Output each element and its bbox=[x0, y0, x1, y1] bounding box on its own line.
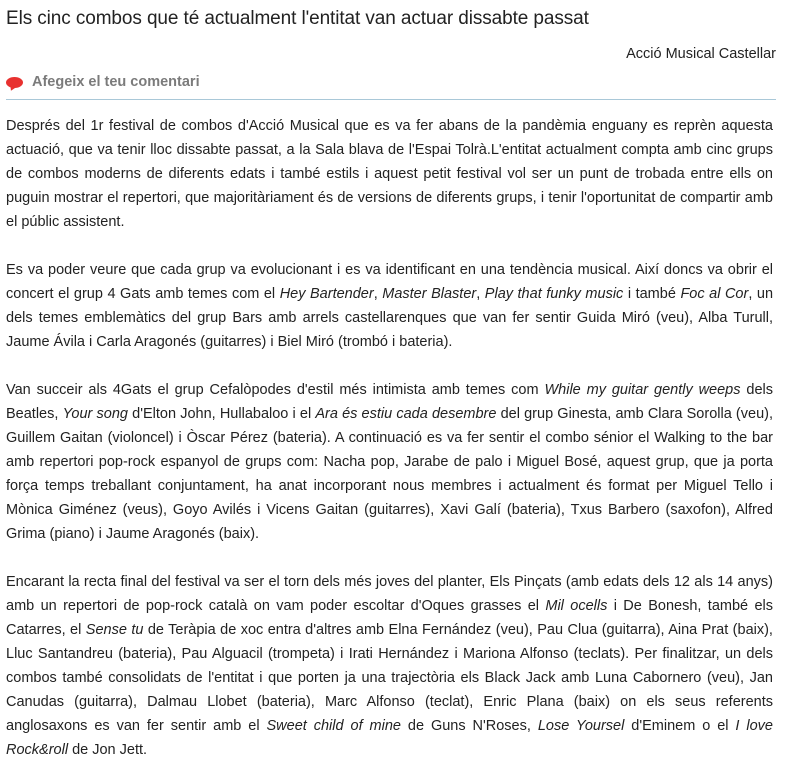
paragraph-text: de Jon Jett. bbox=[68, 742, 148, 758]
paragraph-text: Després del 1r festival de combos d'Acció Musical que es va fer abans de la pandèmia enguany es reprèn aquesta actuació, que va tenir lloc dissabte passat, a la Sala blava de l'Espai Tolrà.L'entitat actualment compta amb cinc grups de combos moderns de diferents edats i també estils i aquest petit festival vol ser un punt de trobada entre ells on puguin mostrar el repertori, que majoritàriament és de versions de diferents grups, i tenir l'oportunitat de compartir amb el públic assistent. bbox=[6, 118, 773, 230]
article-paragraph bbox=[6, 114, 773, 234]
song-title: Foc al Cor bbox=[680, 286, 749, 302]
song-title: Ara és estiu cada desembre bbox=[315, 406, 497, 422]
paragraph-text: Encarant la recta final del festival va ser el torn dels més joves del planter, Els Pinçats (amb edats dels 12 als 14 anys) amb un repertori de pop-rock català on vam poder escoltar d'Oques grasses el bbox=[6, 574, 773, 614]
divider bbox=[6, 99, 776, 100]
article-paragraph bbox=[6, 570, 773, 762]
article-paragraph bbox=[6, 378, 773, 546]
paragraph-text: , un dels temes emblemàtics del grup Bars amb arrels castellarenques que van fer sentir Guida Miró (veu), Alba Turull, Jaume Ávila i Carla Aragonés (guitarres) i Biel Miró (trombó i bateria). bbox=[6, 286, 774, 350]
paragraph-text: dels Beatles, bbox=[6, 382, 773, 422]
song-title: Lose Yoursel bbox=[537, 718, 625, 734]
paragraph-text: i també bbox=[623, 286, 681, 302]
song-title: Master Blaster bbox=[382, 286, 477, 302]
paragraph-text: de Guns N'Roses, bbox=[400, 718, 538, 734]
song-title: While my guitar gently weeps bbox=[544, 382, 741, 398]
comment-row bbox=[6, 73, 787, 91]
paragraph-text: i De Bonesh, també els Catarres, el bbox=[6, 598, 773, 638]
song-title: Your song bbox=[62, 406, 128, 422]
article-author: Acció Musical Castellar bbox=[626, 46, 776, 62]
speech-bubble-icon[interactable] bbox=[6, 77, 23, 88]
paragraph-text: Van succeir als 4Gats el grup Cefalòpodes d'estil més intimista amb temes com bbox=[6, 382, 545, 398]
song-title: Mil ocells bbox=[545, 598, 608, 614]
paragraph-text: , bbox=[373, 286, 383, 302]
paragraph-text: del grup Ginesta, amb Clara Sorolla (veu), Guillem Gaitan (violoncel) i Òscar Pérez (bateria). A continuació es va fer sentir el combo sénior el Walking to the bar amb repertori pop-rock espanyol de grups com: Nacha pop, Jarabe de palo i Miguel Bosé, aquest grup, que ja porta força temps treballant conjuntament, ha anat incorporant nous membres i actualment és format per Miguel Tello i Mònica Giménez (veus), Goyo Avilés i Vicens Gaitan (guitarres), Xavi Galí (bateria), Txus Barbero (saxofon), Alfred Grima (piano) i Jaume Aragonés (baix). bbox=[6, 406, 773, 542]
article-paragraph bbox=[6, 258, 773, 354]
add-comment-link[interactable]: Afegeix el teu comentari bbox=[32, 74, 200, 90]
song-title: Sense tu bbox=[85, 622, 144, 638]
song-title: Sweet child of mine bbox=[266, 718, 401, 734]
song-title: Hey Bartender bbox=[279, 286, 374, 302]
paragraph-text: d'Eminem o el bbox=[624, 718, 736, 734]
paragraph-text: , bbox=[476, 286, 485, 302]
article-title: Els cinc combos que té actualment l'entitat van actuar dissabte passat bbox=[6, 8, 589, 29]
article-body bbox=[0, 114, 787, 762]
paragraph-text: d'Elton John, Hullabaloo i el bbox=[128, 406, 316, 422]
paragraph-text: de Teràpia de xoc entra d'altres amb Elna Fernández (veu), Pau Clua (guitarra), Aina Prat (baix), Lluc Santandreu (bateria), Pau Alguacil (trompeta) i Irati Hernández i Mariona Alfonso (teclats). Per finalitzar, un dels combos també consolidats de l'entitat i que porten ja una trajectòria els Black Jack amb Luna Cabornero (veu), Jan Canudas (guitarra), Dalmau Llobet (bateria), Marc Alfonso (teclat), Enric Plana (baix) on els seus referents anglosaxons es van fer sentir amb el bbox=[6, 622, 773, 734]
song-title: Play that funky music bbox=[484, 286, 624, 302]
paragraph-text: Es va poder veure que cada grup va evolucionant i es va identificant en una tendència musical. Així doncs va obrir el concert el grup 4 Gats amb temes com el bbox=[6, 262, 773, 302]
song-title: I love Rock&roll bbox=[6, 718, 773, 758]
